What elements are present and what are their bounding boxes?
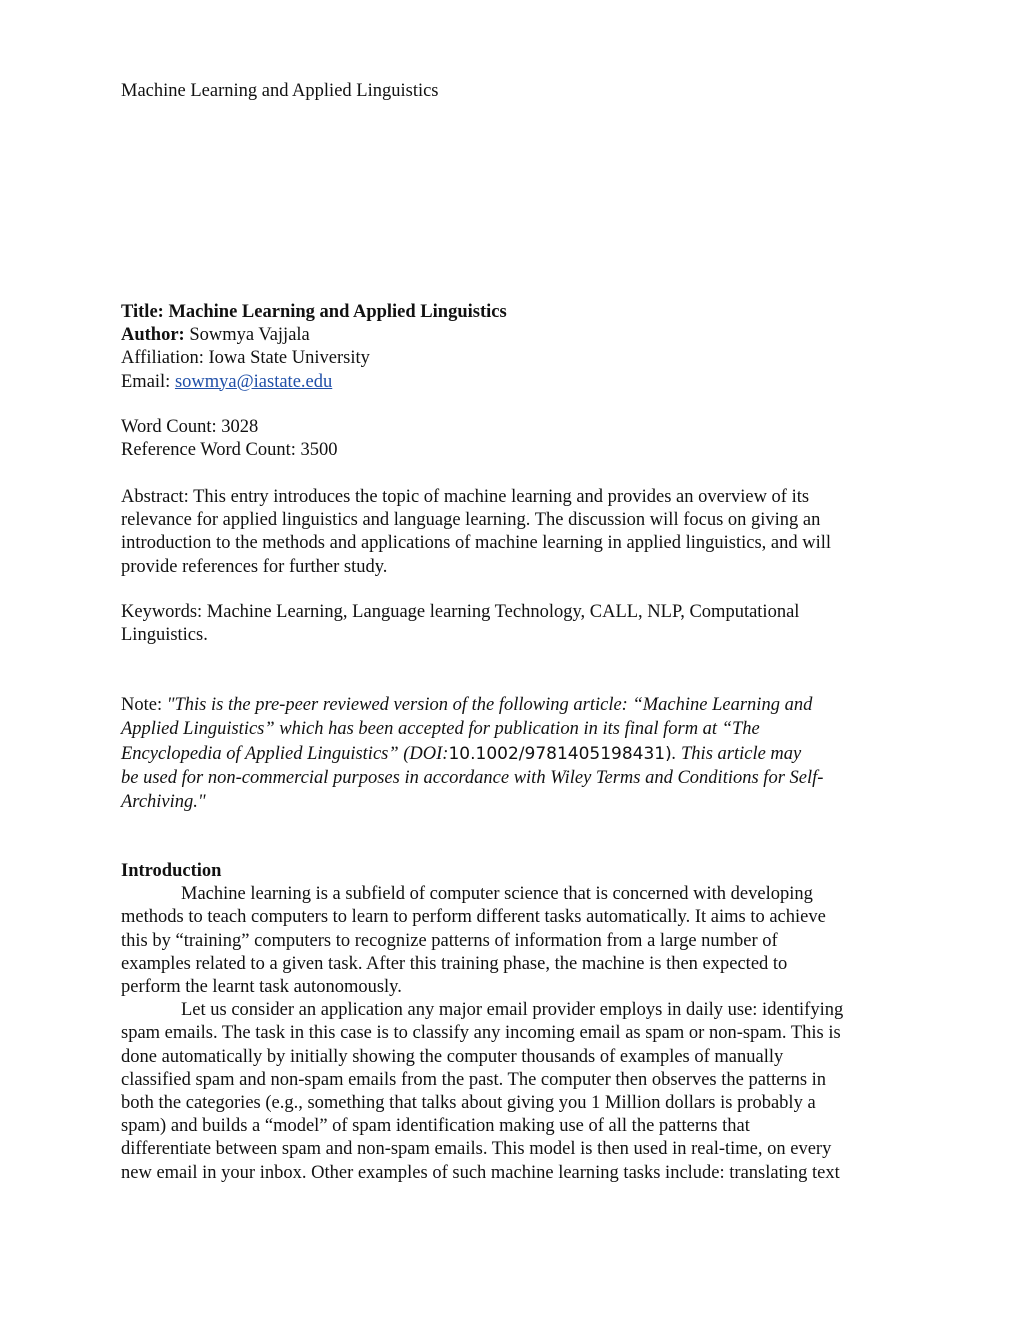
affiliation-line: Affiliation: Iowa State University — [121, 348, 370, 369]
keywords-line: Linguistics. — [121, 625, 208, 646]
paragraph-line: examples related to a given task. After this training phase, the machine is then expected to — [121, 953, 788, 974]
paragraph-line: new email in your inbox. Other examples of such machine learning tasks include: translating text — [121, 1162, 840, 1183]
keywords — [121, 601, 911, 647]
word-count: Word Count: 3028 — [121, 417, 259, 437]
abstract-line: provide references for further study. — [121, 556, 388, 577]
note-text: Encyclopedia of Applied Linguistics” (DOI: — [121, 743, 449, 764]
paragraph-line: classified spam and non-spam emails from the past. The computer then observes the patterns in — [121, 1069, 827, 1090]
abstract — [121, 486, 911, 579]
paragraph-line: both the categories (e.g., something that talks about giving you 1 Million dollars is probably a — [121, 1093, 816, 1114]
title-line — [121, 301, 911, 324]
note-text: "This is the pre-peer reviewed version of the following article: “Machine Learning and — [166, 695, 813, 715]
author-line — [121, 324, 911, 347]
abstract-line: introduction to the methods and applications of machine learning in applied linguistics, and will — [121, 533, 832, 554]
title-label: Title: — [121, 302, 164, 322]
section-heading: Introduction — [121, 861, 222, 881]
email-line — [121, 371, 911, 394]
paragraph-line: methods to teach computers to learn to perform different tasks automatically. It aims to achieve — [121, 907, 826, 928]
reference-word-count: Reference Word Count: 3500 — [121, 440, 338, 461]
abstract-line: relevance for applied linguistics and language learning. The discussion will focus on giving an — [121, 510, 821, 531]
email-label: Email: — [121, 371, 171, 392]
abstract-line: Abstract: This entry introduces the topic of machine learning and provides an overview of its — [121, 487, 810, 507]
note-text: Archiving." — [121, 792, 206, 813]
note-label: Note: — [121, 695, 163, 715]
note-text: . This article may — [671, 743, 802, 764]
author-label: Author: — [121, 325, 185, 346]
running-header: Machine Learning and Applied Linguistics — [121, 81, 439, 101]
paragraph-line: spam emails. The task in this case is to classify any incoming email as spam or non-spam. This is — [121, 1023, 841, 1044]
paragraph-line: this by “training” computers to recognize patterns of information from a large number of — [121, 930, 778, 951]
note-text: be used for non-commercial purposes in accordance with Wiley Terms and Conditions for Self- — [121, 767, 824, 788]
title-value: Machine Learning and Applied Linguistics — [168, 302, 507, 322]
paragraph-line: perform the learnt task autonomously. — [121, 977, 402, 998]
paragraph-line: spam) and builds a “model” of spam identification making use of all the patterns that — [121, 1116, 750, 1137]
note-line — [121, 717, 911, 741]
keywords-line: Keywords: Machine Learning, Language learning Technology, CALL, NLP, Computational — [121, 602, 800, 622]
note-line — [121, 742, 911, 766]
note-line — [121, 693, 911, 717]
word-count-block — [121, 416, 911, 462]
note-line — [121, 766, 911, 790]
introduction-section — [121, 860, 911, 1185]
paragraph-line: done automatically by initially showing the computer thousands of examples of manually — [121, 1046, 784, 1067]
paragraph-line: differentiate between spam and non-spam emails. This model is then used in real-time, on every — [121, 1139, 832, 1160]
email-link[interactable]: sowmya@iastate.edu — [174, 371, 333, 392]
note-text: Applied Linguistics” which has been accepted for publication in its final form at “The — [121, 719, 760, 740]
doi-text: 10.1002/9781405198431) — [448, 743, 672, 764]
paragraph-line: Machine learning is a subfield of computer science that is concerned with developing — [181, 884, 813, 905]
metadata-block — [121, 301, 911, 394]
note-line — [121, 790, 911, 814]
author-value: Sowmya Vajjala — [189, 325, 310, 346]
paragraph-line: Let us consider an application any major email provider employs in daily use: identifying — [181, 1000, 844, 1021]
publication-note — [121, 693, 911, 814]
